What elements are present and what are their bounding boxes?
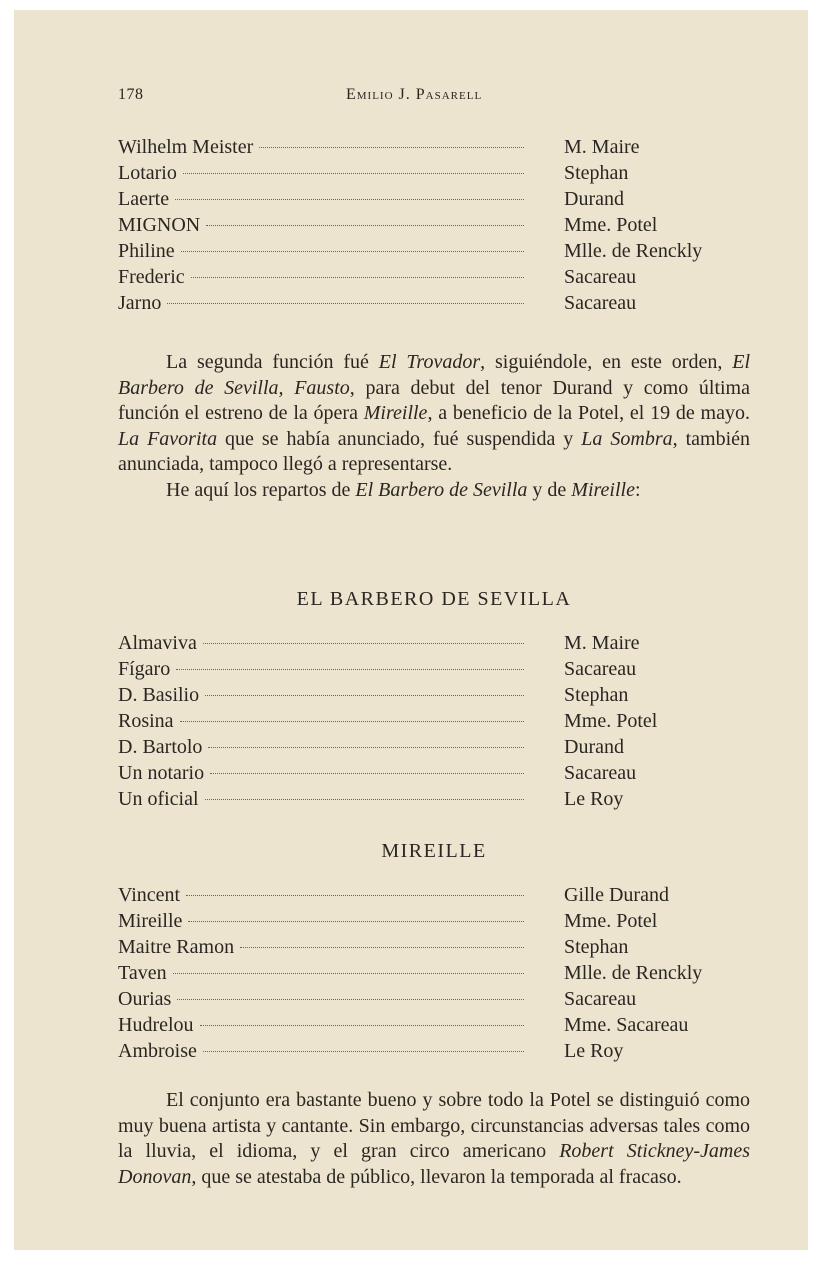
cast-row xyxy=(118,212,750,238)
cast-row xyxy=(118,264,750,290)
singer-name: Mme. Potel xyxy=(564,910,658,932)
dot-leader xyxy=(167,303,524,304)
role-name: Lotario xyxy=(118,162,177,184)
role-name: Fígaro xyxy=(118,658,171,680)
role-name: Frederic xyxy=(118,266,185,288)
cast-role-cell xyxy=(118,238,524,264)
singer-name: M. Maire xyxy=(564,632,640,654)
role-name: Maitre Ramon xyxy=(118,936,235,958)
cast-list-mireille xyxy=(118,882,750,1064)
cast-role-cell xyxy=(118,986,524,1012)
opera-title: El Barbero de Sevilla xyxy=(355,478,528,501)
cast-role-cell xyxy=(118,908,524,934)
cast-row xyxy=(118,734,750,760)
section-title-mireille: MIREILLE xyxy=(381,840,487,862)
dot-leader xyxy=(205,799,524,800)
cast-row xyxy=(118,882,750,908)
role-name: Un oficial xyxy=(118,788,199,810)
circus-name: Robert Stickney-James Donovan xyxy=(118,1140,750,1188)
dot-leader xyxy=(205,695,524,696)
singer-name: Gille Durand xyxy=(564,884,669,906)
cast-row xyxy=(118,134,750,160)
dot-leader xyxy=(183,173,524,174)
dot-leader xyxy=(200,1025,524,1026)
cast-role-cell xyxy=(118,1038,524,1064)
singer-name: Le Roy xyxy=(564,788,624,810)
role-name: Vincent xyxy=(118,884,181,906)
cast-role-cell xyxy=(118,160,524,186)
cast-role-cell xyxy=(118,290,524,316)
role-name: Almaviva xyxy=(118,632,197,654)
cast-row xyxy=(118,160,750,186)
role-name: D. Bartolo xyxy=(118,736,203,758)
opera-title: El Barbero de Sevilla, Fausto xyxy=(118,351,751,399)
cast-row xyxy=(118,708,750,734)
role-name: MIGNON xyxy=(118,214,201,236)
cast-row xyxy=(118,1038,750,1064)
singer-name: Le Roy xyxy=(564,1040,624,1062)
cast-role-cell xyxy=(118,734,524,760)
cast-row xyxy=(118,908,750,934)
cast-role-cell xyxy=(118,630,524,656)
dot-leader xyxy=(188,921,524,922)
singer-name: Stephan xyxy=(564,684,629,706)
opera-title: La Favorita xyxy=(118,427,218,450)
role-name: Wilhelm Meister xyxy=(118,136,254,158)
cast-role-cell xyxy=(118,264,524,290)
cast-row xyxy=(118,986,750,1012)
dot-leader xyxy=(173,973,524,974)
cast-role-cell xyxy=(118,186,524,212)
singer-name: Durand xyxy=(564,188,624,210)
singer-name: Sacareau xyxy=(564,658,637,680)
cast-row xyxy=(118,238,750,264)
role-name: Taven xyxy=(118,962,167,984)
role-name: Rosina xyxy=(118,710,174,732)
section-title-barbero: EL BARBERO DE SEVILLA xyxy=(296,588,572,610)
opera-title: Mireille xyxy=(571,478,635,501)
cast-list-mignon xyxy=(118,134,750,316)
cast-row xyxy=(118,682,750,708)
role-name: Hudrelou xyxy=(118,1014,194,1036)
cast-row xyxy=(118,186,750,212)
role-name: Ourias xyxy=(118,988,172,1010)
dot-leader xyxy=(210,773,524,774)
paragraph-closing: El conjunto era bastante bueno y sobre todo la Potel se distinguió como muy buena artista y cantante. Sin embargo, circunstancias adversas tales como la lluvia, el idioma, y el gran circo americano Robert Stickney-James Donovan, que se atestaba de público, llevaron la temporada al fracaso. xyxy=(118,1089,750,1188)
singer-name: Mme. Potel xyxy=(564,214,658,236)
singer-name: Sacareau xyxy=(564,292,637,314)
cast-role-cell xyxy=(118,212,524,238)
opera-title: La Sombra xyxy=(581,427,673,450)
cast-role-cell xyxy=(118,882,524,908)
cast-role-cell xyxy=(118,682,524,708)
cast-row xyxy=(118,630,750,656)
singer-name: M. Maire xyxy=(564,136,640,158)
dot-leader xyxy=(206,225,524,226)
dot-leader xyxy=(259,147,524,148)
cast-role-cell xyxy=(118,786,524,812)
dot-leader xyxy=(203,643,524,644)
role-name: Philine xyxy=(118,240,175,262)
opera-title: El Trovador xyxy=(378,351,481,373)
cast-role-cell xyxy=(118,134,524,160)
singer-name: Sacareau xyxy=(564,762,637,784)
cast-role-cell xyxy=(118,760,524,786)
singer-name: Sacareau xyxy=(564,988,637,1010)
dot-leader xyxy=(203,1051,524,1052)
dot-leader xyxy=(176,669,524,670)
cast-row xyxy=(118,786,750,812)
cast-row xyxy=(118,934,750,960)
cast-role-cell xyxy=(118,934,524,960)
opera-title: Mireille xyxy=(363,402,428,425)
paragraph-second: He aquí los repartos de El Barbero de Sevilla y de Mireille: xyxy=(166,478,641,501)
role-name: Un notario xyxy=(118,762,205,784)
cast-role-cell xyxy=(118,960,524,986)
role-name: Ambroise xyxy=(118,1040,197,1062)
singer-name: Mme. Sacareau xyxy=(564,1014,689,1036)
dot-leader xyxy=(240,947,524,948)
dot-leader xyxy=(181,251,524,252)
cast-role-cell xyxy=(118,656,524,682)
page-header xyxy=(118,86,750,112)
singer-name: Stephan xyxy=(564,936,629,958)
role-name: Mireille xyxy=(118,910,183,932)
dot-leader xyxy=(191,277,524,278)
running-head: Emilio J. Pasarell xyxy=(346,86,483,103)
dot-leader xyxy=(180,721,524,722)
cast-row xyxy=(118,290,750,316)
page-number: 178 xyxy=(118,86,144,103)
singer-name: Durand xyxy=(564,736,624,758)
closing-paragraph xyxy=(118,1088,750,1190)
dot-leader xyxy=(177,999,524,1000)
singer-name: Stephan xyxy=(564,162,629,184)
singer-name: Mlle. de Renckly xyxy=(564,240,703,262)
singer-name: Mlle. de Renckly xyxy=(564,962,703,984)
cast-row xyxy=(118,1012,750,1038)
dot-leader xyxy=(175,199,524,200)
cast-row xyxy=(118,656,750,682)
cast-role-cell xyxy=(118,1012,524,1038)
cast-row xyxy=(118,960,750,986)
singer-name: Sacareau xyxy=(564,266,637,288)
dot-leader xyxy=(208,747,524,748)
cast-row xyxy=(118,760,750,786)
book-page xyxy=(14,10,808,1250)
singer-name: Mme. Potel xyxy=(564,710,658,732)
paragraph-first: La segunda función fué El Trovador, siguiéndole, en este orden, El Barbero de Sevilla, Fausto, para debut del tenor Durand y como última función el estreno de la ópera Mireille, a beneficio de la Potel, el 19 de mayo. La Favorita que se había anunciado, fué suspendida y La Sombra, también anunciada, tampoco llegó a representarse. xyxy=(118,351,751,476)
cast-list-barbero xyxy=(118,630,750,812)
dot-leader xyxy=(186,895,524,896)
narrative-paragraph xyxy=(118,350,750,504)
role-name: Laerte xyxy=(118,188,170,210)
cast-role-cell xyxy=(118,708,524,734)
role-name: Jarno xyxy=(118,292,162,314)
role-name: D. Basilio xyxy=(118,684,200,706)
